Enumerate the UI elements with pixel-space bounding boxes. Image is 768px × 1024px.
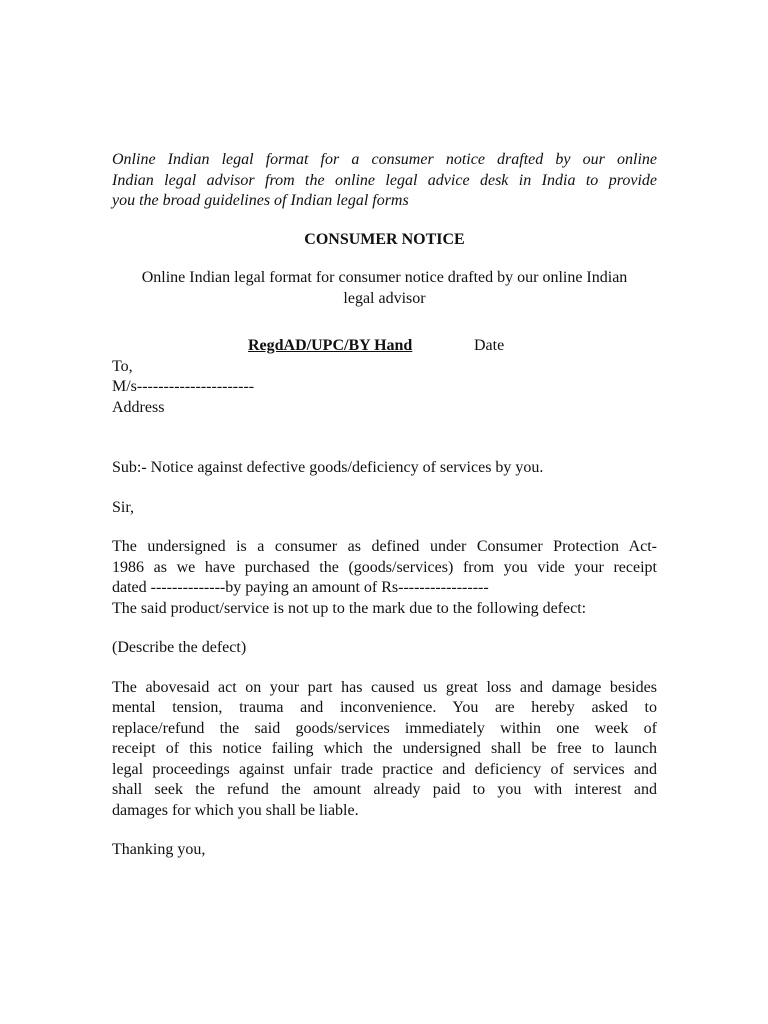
- subtitle-line: legal advisor: [343, 289, 426, 307]
- body-paragraph-1: [112, 537, 657, 619]
- paragraph-line: The undersigned is a consumer as defined under Consumer Protection Act-: [112, 538, 657, 555]
- subject-line: Sub:- Notice against defective goods/deficiency of services by you.: [112, 459, 544, 476]
- closing-line: Thanking you,: [112, 841, 206, 858]
- paragraph-line: The abovesaid act on your part has caused us great loss and damage besides: [112, 678, 657, 696]
- notice-heading: CONSUMER NOTICE: [304, 230, 465, 248]
- notice-subtitle: [112, 268, 657, 309]
- paragraph-line: 1986 as we have purchased the (goods/services) from you vide your receipt: [112, 558, 657, 576]
- intro-line: Online Indian legal format for a consumer notice drafted by our online: [112, 151, 657, 168]
- recipient-name: M/s----------------------: [112, 378, 255, 395]
- paragraph-line: damages for which you shall be liable.: [112, 801, 359, 819]
- paragraph-line: replace/refund the said goods/services immediately within one week of: [112, 719, 657, 737]
- recipient-address: Address: [112, 398, 165, 416]
- paragraph-line: legal proceedings against unfair trade practice and deficiency of services and: [112, 760, 657, 778]
- intro-line: Indian legal advisor from the online legal advice desk in India to provide: [112, 171, 657, 189]
- defect-placeholder: (Describe the defect): [112, 639, 247, 656]
- paragraph-line: receipt of this notice failing which the undersigned shall be free to launch: [112, 740, 657, 757]
- paragraph-line: shall seek the refund the amount already paid to you with interest and: [112, 781, 657, 798]
- paragraph-line: mental tension, trauma and inconvenience. You are hereby asked to: [112, 699, 657, 716]
- date-label: Date: [474, 337, 505, 354]
- notice-content: [112, 150, 657, 861]
- dispatch-mode: RegdAD/UPC/BY Hand: [248, 337, 413, 354]
- dispatch-line: [112, 336, 657, 357]
- body-paragraph-2: [112, 678, 657, 822]
- subtitle-line: Online Indian legal format for consumer notice drafted by our online Indian: [141, 269, 628, 286]
- paragraph-line: The said product/service is not up to the mark due to the following defect:: [112, 599, 587, 617]
- intro-line: you the broad guidelines of Indian legal forms: [112, 192, 409, 209]
- salutation: Sir,: [112, 498, 135, 516]
- to-line: To,: [112, 357, 133, 375]
- intro-paragraph: [112, 150, 657, 212]
- recipient-block: [112, 357, 657, 419]
- paragraph-line: dated --------------by paying an amount of Rs-----------------: [112, 579, 489, 596]
